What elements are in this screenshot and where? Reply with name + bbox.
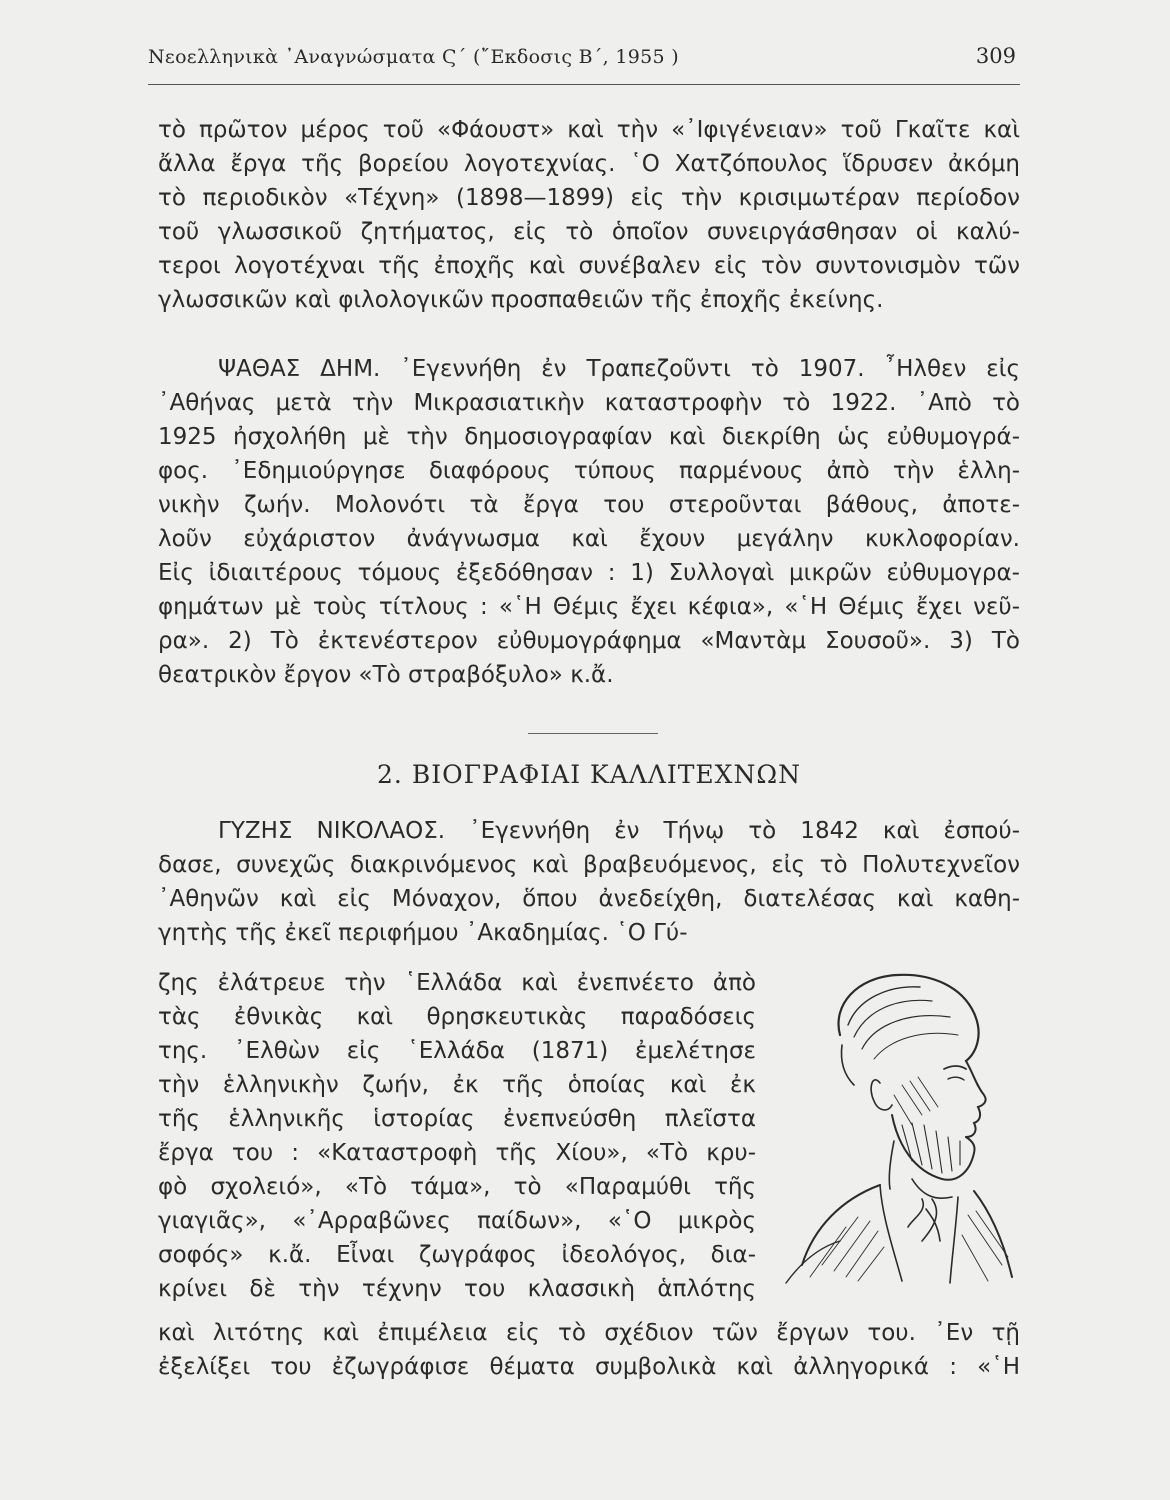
text-line: γητὴς τῆς ἐκεῖ περιφήμου ᾿Ακαδημίας. ῾Ο Γύ- (158, 920, 688, 946)
text-line: 1925 ἠσχολήθη μὲ τὴν δημοσιογραφίαν καὶ διεκρίθη ὡς εὐθυμογρά- (158, 424, 1020, 450)
text-line: τεροι λογοτέχναι τῆς ἐποχῆς καὶ συνέβαλεν εἰς τὸν συντονισμὸν τῶν (158, 253, 1020, 279)
text-line: φος. ᾿Εδημιούργησε διαφόρους τύπους παρμένους ἀπὸ τὴν ἑλλη- (158, 458, 1020, 484)
text-line: ᾿Αθήνας μετὰ τὴν Μικρασιατικὴν καταστροφὴν τὸ 1922. ᾿Απὸ τὸ (158, 390, 1020, 416)
running-title: Νεοελληνικὰ ᾿Αναγνώσματα Ϛ΄ (῎Εκδοσις Β΄, 1955 ) (148, 46, 679, 68)
text-line: ΓΥΖΗΣ ΝΙΚΟΛΑΟΣ. ᾿Εγεννήθη ἐν Τήνῳ τὸ 1842 καὶ ἐσπού- (218, 818, 1020, 844)
text-line: γλωσσικῶν καὶ φιλολογικῶν προσπαθειῶν τῆς ἐποχῆς ἐκείνης. (158, 287, 884, 313)
text-line: τὸ περιοδικὸν «Τέχνη» (1898—1899) εἰς τὴν κρισιμωτέραν περίοδον (158, 185, 1020, 211)
section-heading: 2. ΒΙΟΓΡΑΦΙΑΙ ΚΑΛΛΙΤΕΧΝΩΝ (377, 760, 801, 789)
text-line: λοῦν εὐχάριστον ἀνάγνωσμα καὶ ἔχουν μεγάλην κυκλοφορίαν. (158, 526, 1020, 552)
portrait-illustration (762, 965, 1024, 1285)
text-line: φημάτων μὲ τοὺς τίτλους : «῾Η Θέμις ἔχει κέφια», «῾Η Θέμις ἔχει νεῦ- (158, 594, 1020, 620)
text-line: τὸ πρῶτον μέρος τοῦ «Φάουστ» καὶ τὴν «᾿Ιφιγένειαν» τοῦ Γκαῖτε καὶ (158, 117, 1020, 143)
text-line: τὴν ἑλληνικὴν ζωήν, ἐκ τῆς ὁποίας καὶ ἐκ (158, 1072, 756, 1098)
text-line: νικὴν ζωήν. Μολονότι τὰ ἔργα του στεροῦνται βάθους, ἀποτε- (158, 492, 1020, 518)
text-line: ρα». 2) Τὸ ἐκτενέστερον εὐθυμογράφημα «Μαντὰμ Σουσοῦ». 3) Τὸ (158, 628, 1020, 654)
text-line: τῆς ἑλληνικῆς ἱστορίας ἐνεπνεύσθη πλεῖστα (158, 1106, 756, 1132)
text-line: τὰς ἐθνικὰς καὶ θρησκευτικὰς παραδόσεις (158, 1004, 756, 1030)
text-line: Εἰς ἰδιαιτέρους τόμους ἐξεδόθησαν : 1) Συλλογαὶ μικρῶν εὐθυμογρα- (158, 560, 1020, 586)
text-line: φὸ σχολειό», «Τὸ τάμα», τὸ «Παραμύθι τῆς (158, 1174, 756, 1200)
text-line: θεατρικὸν ἔργον «Τὸ στραβόξυλο» κ.ἄ. (158, 662, 614, 688)
text-line: ἐξελίξει του ἐζωγράφισε θέματα συμβολικὰ καὶ ἀλληγορικά : «῾Η (158, 1354, 1020, 1380)
text-line: ᾿Αθηνῶν καὶ εἰς Μόναχον, ὅπου ἀνεδείχθη, διατελέσας καὶ καθη- (158, 886, 1020, 912)
text-line: της. ᾿Ελθὼν εἰς ῾Ελλάδα (1871) ἐμελέτησε (158, 1038, 756, 1064)
text-line: ΨΑΘΑΣ ΔΗΜ. ᾿Εγεννήθη ἐν Τραπεζοῦντι τὸ 1907. ῏Ηλθεν εἰς (218, 356, 1020, 382)
text-line: ἔργα του : «Καταστροφὴ τῆς Χίου», «Τὸ κρυ- (158, 1140, 756, 1166)
page-number: 309 (975, 44, 1016, 68)
text-line: τοῦ γλωσσικοῦ ζητήματος, εἰς τὸ ὁποῖον συνειργάσθησαν οἱ καλύ- (158, 219, 1020, 245)
running-header (148, 40, 1020, 85)
text-line: καὶ λιτότης καὶ ἐπιμέλεια εἰς τὸ σχέδιον τῶν ἔργων του. ᾿Εν τῇ (158, 1320, 1020, 1346)
text-line: κρίνει δὲ τὴν τέχνην του κλασσικὴ ἁπλότης (158, 1276, 756, 1302)
text-line: σοφός» κ.ἄ. Εἶναι ζωγράφος ἰδεολόγος, δια- (158, 1242, 756, 1268)
text-line: ἄλλα ἔργα τῆς βορείου λογοτεχνίας. ῾Ο Χατζόπουλος ἵδρυσεν ἀκόμη (158, 151, 1020, 177)
section-divider (528, 733, 658, 734)
text-line: γιαγιᾶς», «᾿Αρραβῶνες παίδων», «῾Ο μικρὸς (158, 1208, 756, 1234)
text-line: ζης ἐλάτρευε τὴν ῾Ελλάδα καὶ ἐνεπνέετο ἀπὸ (158, 970, 756, 996)
text-line: δασε, συνεχῶς διακρινόμενος καὶ βραβευόμενος, εἰς τὸ Πολυτεχνεῖον (158, 852, 1020, 878)
